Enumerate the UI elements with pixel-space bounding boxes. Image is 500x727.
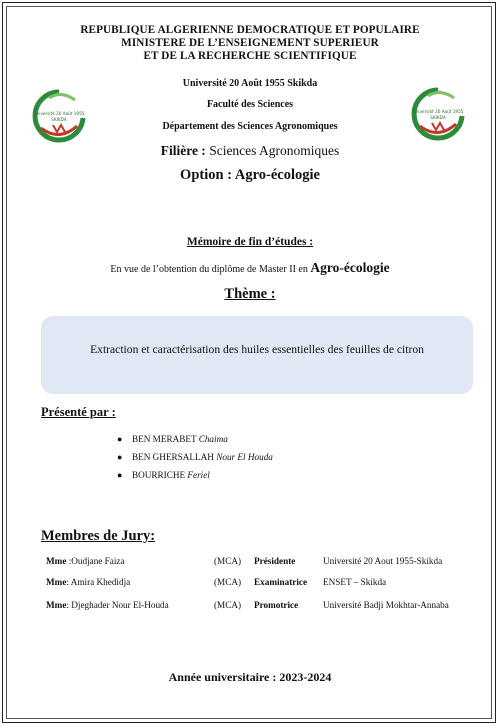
jury-civ: Mme [46,600,67,610]
option-label: Option : [180,167,233,183]
bullet-icon: ● [117,452,123,462]
jury-name: Amira Khedidja [68,577,131,587]
header-ministry: MINISTERE DE L’ENSEIGNEMENT SUPERIEUR [121,37,379,49]
jury-role: Examinatrice [254,577,308,587]
university-logo-right-icon [410,86,466,142]
filiere-line [0,143,500,159]
student-list [117,432,273,486]
theme-label: Thème : [224,286,276,302]
jury-role: Présidente [254,556,296,566]
jury-role: Promotrice [254,600,299,610]
student-first-name: Nour El Houda [216,452,273,462]
list-item [117,468,273,486]
jury-grade: (MCA) [214,577,242,587]
jury-sep: : [66,600,69,610]
memoire-title: Mémoire de fin d’études : [186,236,314,248]
jury-civ: Mme [46,556,67,566]
jury-name: Djeghader Nour El-Houda [68,600,169,610]
jury-grade: (MCA) [214,600,242,610]
jury-grade: (MCA) [214,556,242,566]
option-line [0,167,500,184]
logo-left-text1: Université 20 Août 1955 [33,111,85,116]
memoire-specialty: Agro-écologie [310,260,390,275]
memoire-subtitle-prefix: En vue de l’obtention du diplôme de Master II en [110,264,308,275]
logo-right-text1: Université 20 Août 1955 [412,109,464,114]
jury-civ: Mme [46,577,67,587]
bullet-icon: ● [117,434,123,444]
table-row [46,556,486,570]
jury-sep: : [66,556,72,566]
list-item [117,450,273,468]
logo-right-text2: SKIKDA [430,115,446,120]
presented-title: Présenté par : [41,405,116,419]
jury-name: Oudjane Faiza [71,556,125,566]
logo-left-text2: SKIKDA [51,117,67,122]
jury-title: Membres de Jury: [41,528,156,544]
filiere-label: Filière : [160,143,206,158]
table-row [46,577,486,591]
option-value: Agro-écologie [234,167,320,183]
theme-text: Extraction et caractérisation des huiles essentielles des feuilles de citron [90,343,424,356]
jury-institution: Université Badji Mokhtar-Annaba [323,600,449,610]
student-last-name: BOURRICHE [132,470,186,480]
student-last-name: BEN MERABET [132,434,197,444]
student-last-name: BEN GHERSALLAH [132,452,214,462]
table-row [46,600,486,614]
memoire-subtitle [0,260,500,276]
jury-institution: ENSET – Skikda [323,577,387,587]
filiere-value: Sciences Agronomiques [209,143,340,158]
bullet-icon: ● [117,470,123,480]
student-first-name: Chaima [198,434,228,444]
department-name: Département des Sciences Agronomiques [162,121,338,132]
list-item [117,432,273,450]
faculty-name: Faculté des Sciences [206,99,294,110]
university-name: Université 20 Août 1955 Skikda [182,78,318,89]
jury-institution: Université 20 Aout 1955-Skikda [323,556,443,566]
academic-year: Année universitaire : 2023-2024 [168,670,332,684]
university-logo-left-icon [31,88,87,144]
header-republic: REPUBLIQUE ALGERIENNE DEMOCRATIQUE ET POPULAIRE [80,24,420,36]
header-research: ET DE LA RECHERCHE SCIENTIFIQUE [143,50,357,62]
student-first-name: Feriel [187,470,210,480]
jury-sep: : [66,577,69,587]
